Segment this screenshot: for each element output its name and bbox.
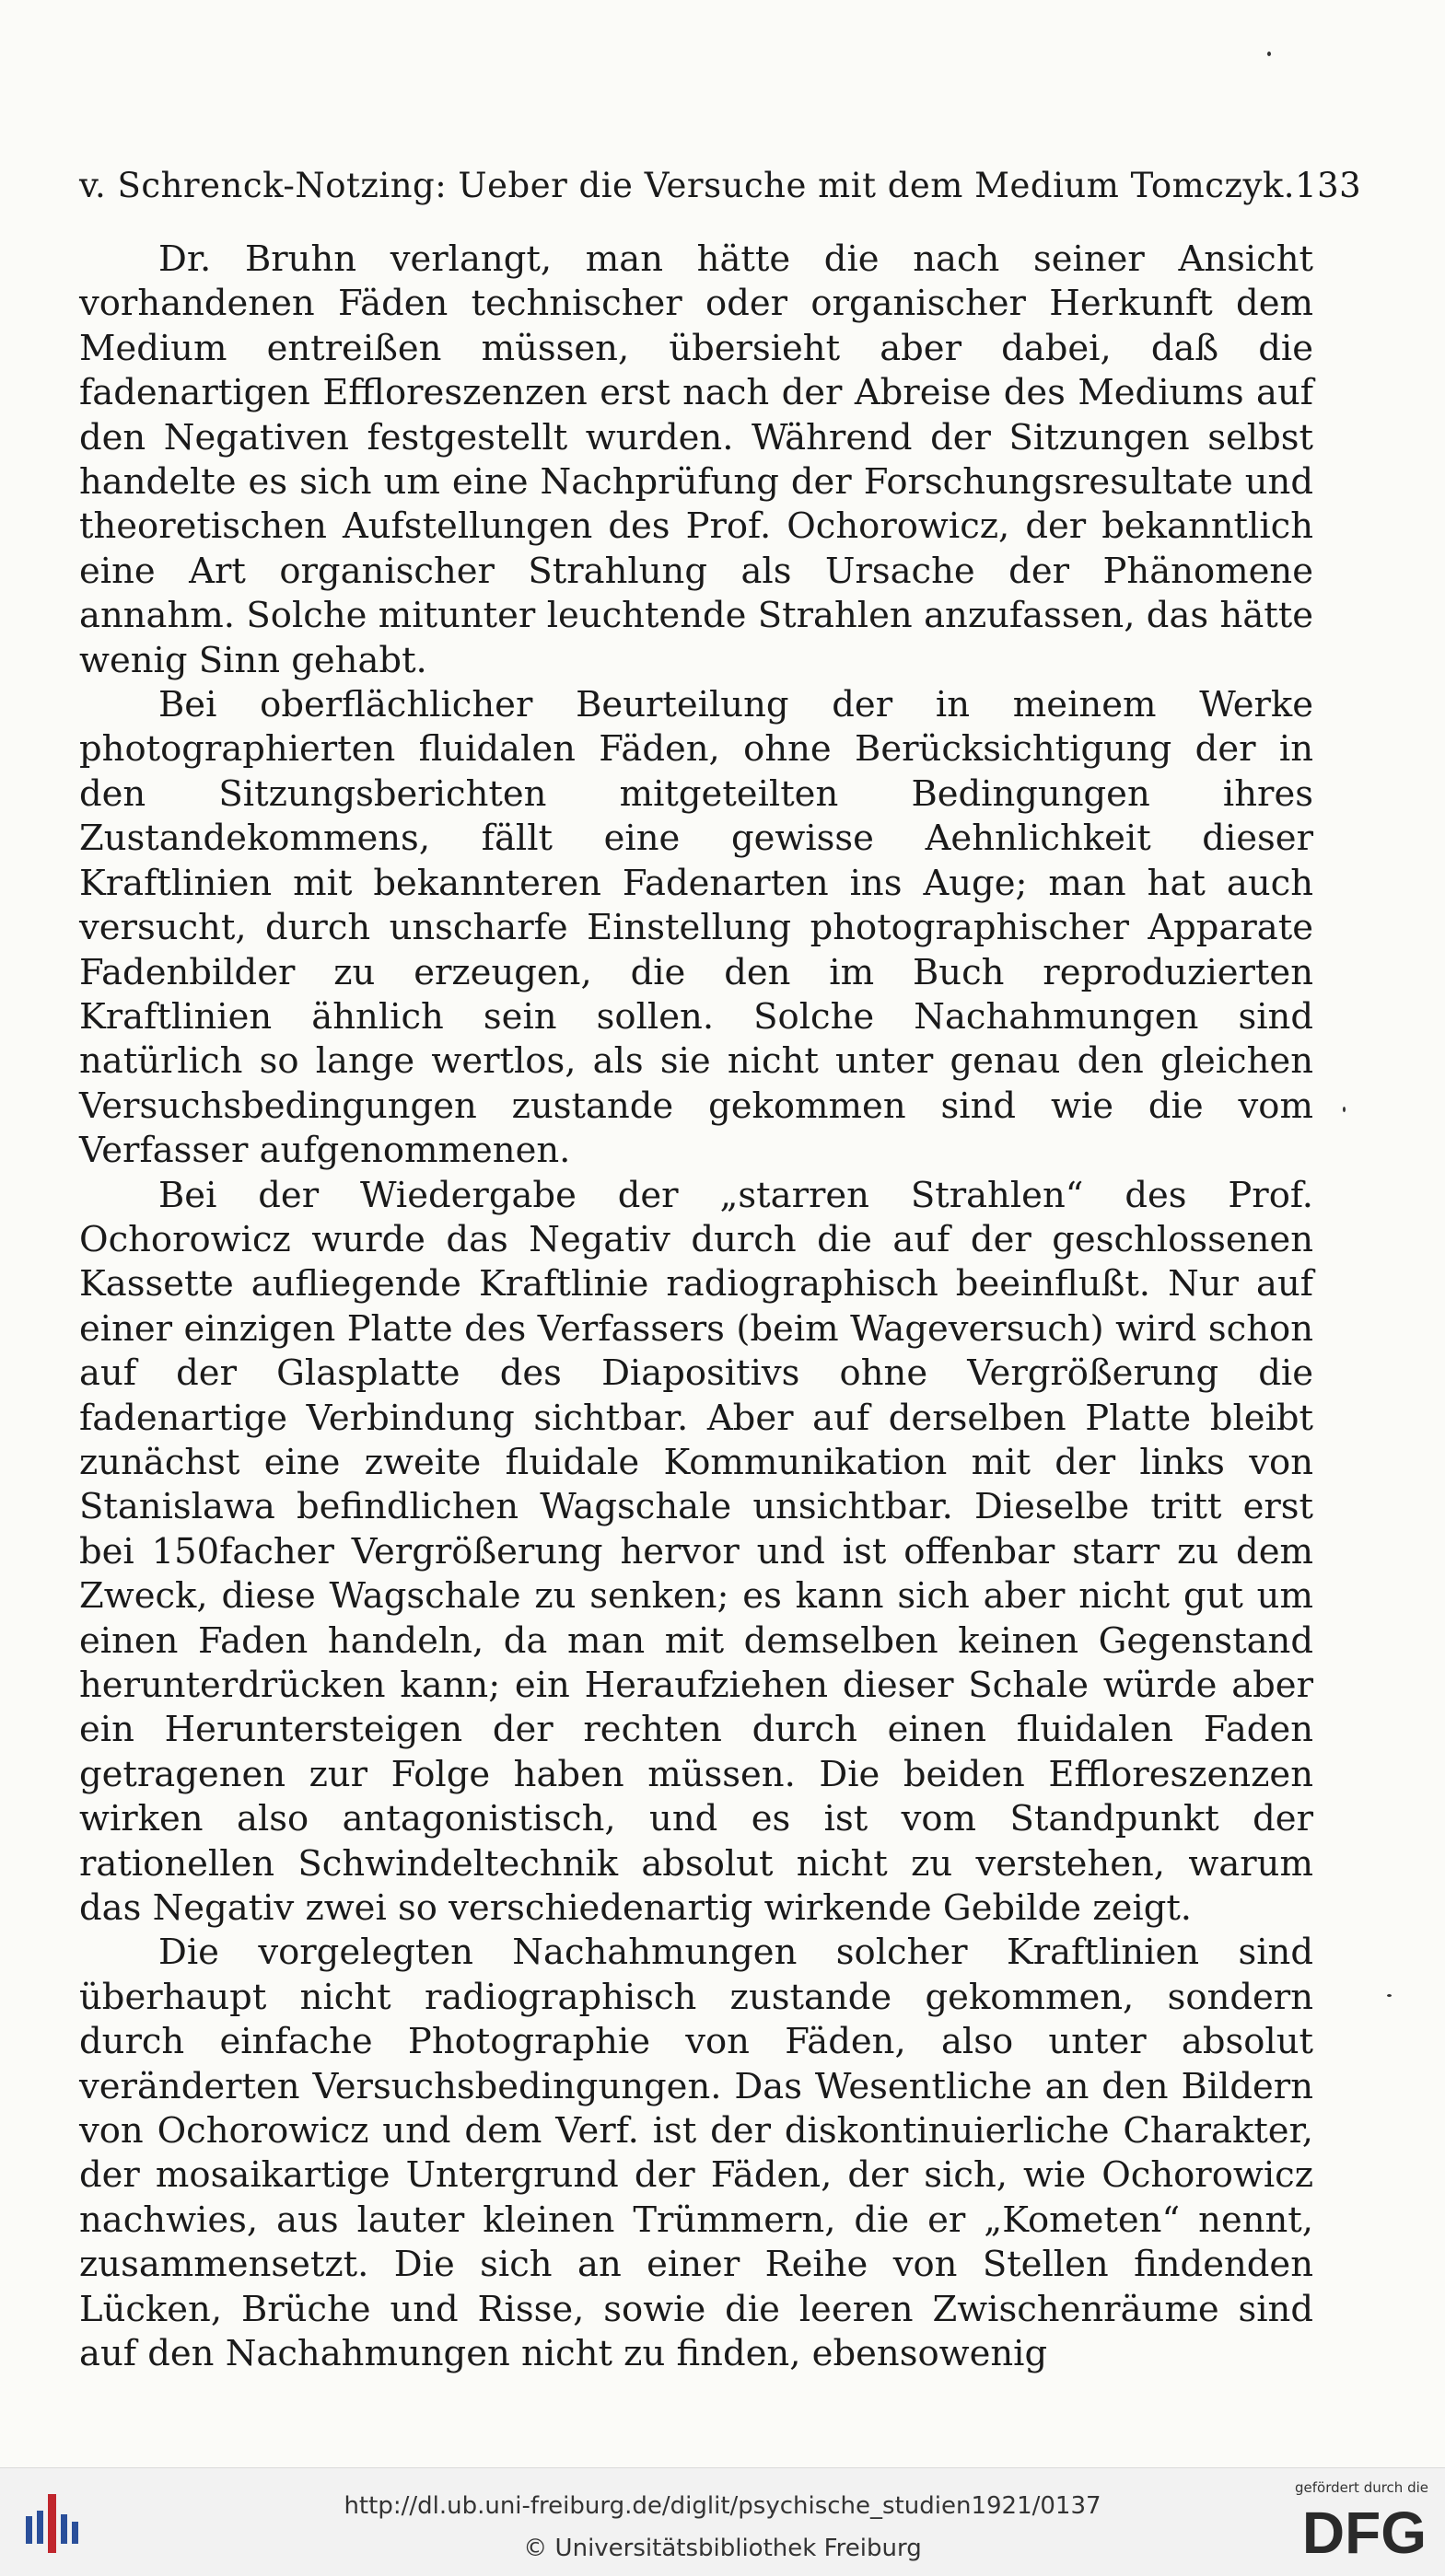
body-text [79, 238, 1313, 2377]
running-title: v. Schrenck-Notzing: Ueber die Versuche mit dem Medium Tomczyk. [79, 166, 1296, 205]
copyright-notice: © Universitätsbibliothek Freiburg [523, 2535, 922, 2562]
paragraph-1: Dr. Bruhn verlangt, man hätte die nach seiner Ansicht vorhandenen Fäden technischer oder organischer Herkunft dem Medium entreißen müssen, übersieht aber dabei, daß die fadenartigen Effloreszenzen erst nach der Abreise des Mediums auf den Negativen festgestellt wurden. Während der Sitzungen selbst handelte es sich um eine Nachprüfung der Forschungsresultate und theoretischen Aufstellungen des Prof. Ochorowicz, der bekanntlich eine Art organischer Strahlung als Ursache der Phänomene annahm. Solche mitunter leuchtende Strahlen anzufassen, das hätte wenig Sinn gehabt. [79, 238, 1313, 681]
dfg-funding-block [1272, 2479, 1428, 2560]
dfg-logo-text: DFG [1301, 2500, 1427, 2560]
paragraph-4: Die vorgelegten Nachahmungen solcher Kraftlinien sind überhaupt nicht radiographisch zustande gekommen, sondern durch einfache Photographie von Fäden, also unter absolut veränderten Versuchsbedingungen. Das Wesentliche an den Bildern von Ochorowicz und dem Verf. ist der diskontinuierliche Charakter, der mosaikartige Untergrund der Fäden, der sich, wie Ochorowicz nachwies, aus lauter kleinen Trümmern, die er „Kometen“ nennt, zusammensetzt. Die sich an einer Reihe von Stellen findenden Lücken, Brüche und Risse, sowie die leeren Zwischenräume sind auf den Nachahmungen nicht zu finden, ebensowenig [79, 1932, 1313, 2375]
running-head [79, 166, 1362, 205]
paragraph-2: Bei oberflächlicher Beurteilung der in meinem Werke photographierten fluidalen Fäden, ohne Berücksichtigung der in den Sitzungsberichten mitgeteilten Bedingungen ihres Zustandekommens, fällt eine gewisse Aehnlichkeit dieser Kraftlinien mit bekannteren Fadenarten ins Auge; man hat auch versucht, durch unscharfe Einstellung photographischer Apparate Fadenbilder zu erzeugen, die den im Buch reproduzierten Kraftlinien ähnlich sein sollen. Solche Nachahmungen sind natürlich so lange wertlos, als sie nicht unter genau den gleichen Versuchsbedingungen zustande gekommen sind wie die vom Verfasser aufgenommenen. [79, 684, 1313, 1172]
paragraph-3: Bei der Wiedergabe der „starren Strahlen“ des Prof. Ochorowicz wurde das Negativ durch die auf der geschlossenen Kassette aufliegende Kraftlinie radiographisch beeinflußt. Nur auf einer einzigen Platte des Verfassers (beim Wageversuch) wird schon auf der Glasplatte des Diapositivs ohne Vergrößerung die fadenartige Verbindung sichtbar. Aber auf derselben Platte bleibt zunächst eine zweite fluidale Kommunikation mit der links von Stanislawa befindlichen Wagschale unsichtbar. Dieselbe tritt erst bei 150facher Vergrößerung hervor und ist offenbar starr zu dem Zweck, diese Wagschale zu senken; es kann sich aber nicht gut um einen Faden handeln, da man mit demselben keinen Gegenstand herunterdrücken kann; ein Heraufziehen dieser Schale würde aber ein Heruntersteigen der rechten durch einen fluidalen Faden getragenen zur Folge haben müssen. Die beiden Effloreszenzen wirken also antagonistisch, und es ist vom Standpunkt der rationellen Schwindeltechnik absolut nicht zu verstehen, warum das Negativ zwei so verschiedenartig wirkende Gebilde zeigt. [79, 1174, 1313, 1930]
dfg-logo-icon [1272, 2500, 1428, 2560]
scan-speck [1343, 1107, 1346, 1112]
source-url[interactable]: http://dl.ub.uni-freiburg.de/diglit/psychische_studien1921/0137 [344, 2492, 1101, 2520]
scan-speck [1387, 1994, 1392, 1997]
page-number: 133 [1295, 166, 1362, 205]
dfg-caption: gefördert durch die [1295, 2479, 1428, 2496]
viewer-footer [0, 2467, 1445, 2576]
scan-speck [1267, 52, 1271, 56]
